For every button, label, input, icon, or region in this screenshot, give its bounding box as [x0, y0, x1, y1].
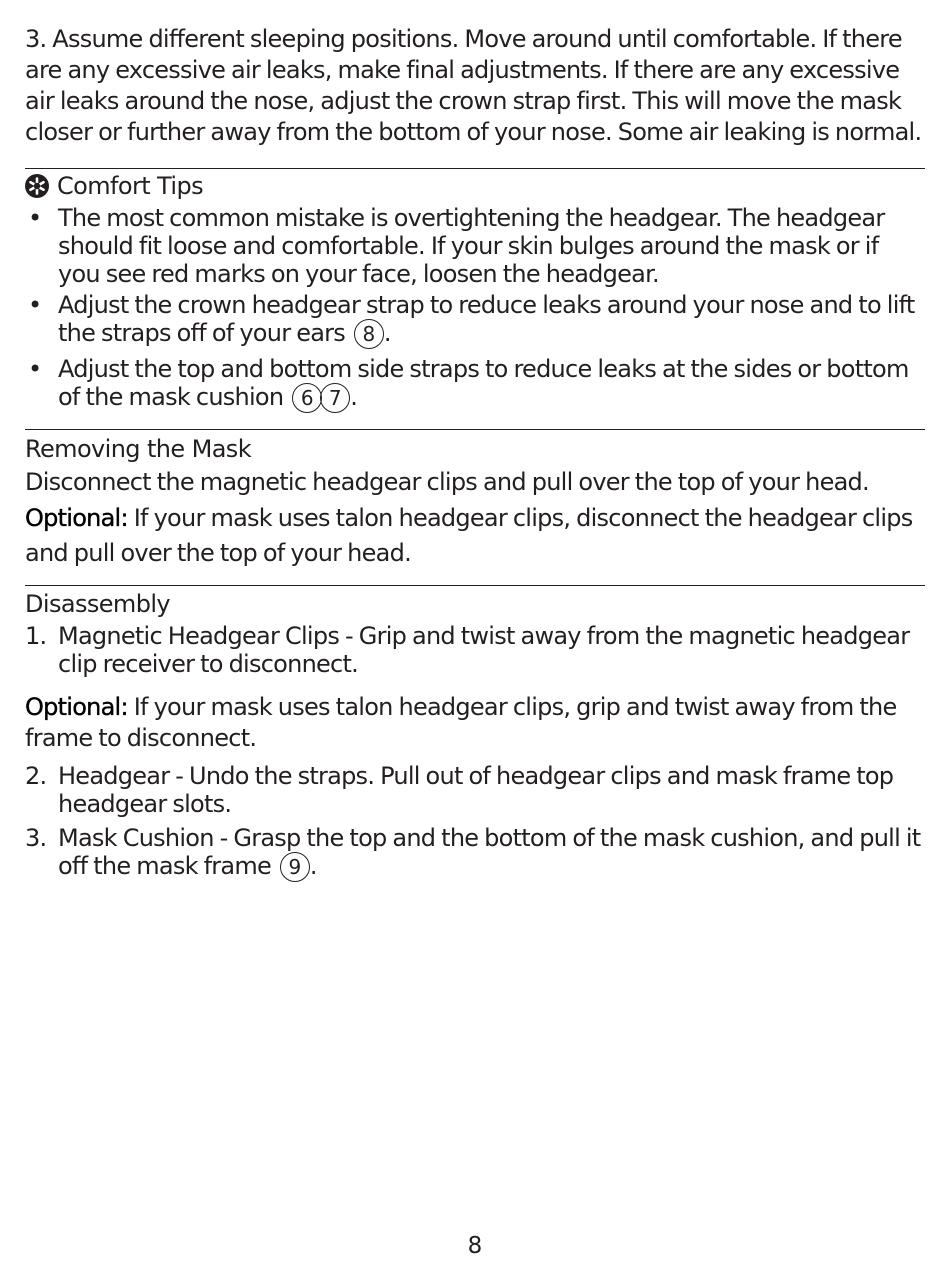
callout-number: 6 [292, 383, 322, 413]
optional-text: If your mask uses talon headgear clips, grip and twist away from the frame to disconnect. [25, 693, 897, 752]
removing-text: Disconnect the magnetic headgear clips and pull over the top of your head. [25, 468, 869, 496]
callout-number: 7 [320, 383, 350, 413]
list-item [25, 762, 925, 818]
removing-optional [25, 501, 925, 571]
step-number: 3. [25, 824, 47, 852]
period: . [383, 319, 391, 347]
optional-label: Optional: [25, 504, 128, 532]
tip-text: The most common mistake is overtightening the headgear. The headgear should fit loose and comfortable. If your skin bulges around the mask or if you see red marks on your face, loosen the headgear. [58, 204, 885, 288]
disassembly-heading: Disassembly [25, 590, 171, 618]
removing-heading: Removing the Mask [25, 435, 252, 463]
step-text: Magnetic Headgear Clips - Grip and twist away from the magnetic headgear clip receiver to disconnect. [58, 622, 910, 678]
disassembly-steps [25, 622, 925, 678]
bullet: • [28, 204, 42, 232]
tip-text: Adjust the crown headgear strap to reduce leaks around your nose and to lift the straps off of your ears [58, 291, 915, 347]
step-text: Mask Cushion - Grasp the top and the bottom of the mask cushion, and pull it off the mask frame [58, 824, 921, 880]
page-number: 8 [467, 1233, 483, 1259]
manual-page [25, 24, 925, 882]
list-item [25, 355, 925, 413]
section-divider [25, 168, 925, 169]
disassembly-optional [25, 692, 925, 754]
asterisk-icon [25, 174, 49, 198]
optional-label: Optional: [25, 693, 128, 721]
bullet: • [28, 291, 42, 319]
callout-number: 8 [354, 319, 384, 349]
comfort-tips-title: Comfort Tips [57, 172, 203, 200]
list-item [25, 291, 925, 349]
intro-step-text: 3. Assume different sleeping positions. Move around until comfortable. If there are any excessive air leaks, make final adjustments. If there are any excessive air leaks around the nose, adjust the crown strap first. This will move the mask closer or further away from the bottom of your nose. Some air leaking is normal. [25, 25, 922, 146]
step-number: 2. [25, 762, 47, 790]
bullet: • [28, 355, 42, 383]
optional-text: If your mask uses talon headgear clips, disconnect the headgear clips and pull over the top of your head. [25, 504, 913, 567]
period: . [350, 383, 358, 411]
tip-text: Adjust the top and bottom side straps to reduce leaks at the sides or bottom of the mask cushion [58, 355, 909, 411]
section-divider [25, 429, 925, 430]
callout-number: 9 [280, 852, 310, 882]
list-item [25, 622, 925, 678]
comfort-tips-heading [25, 171, 925, 201]
comfort-tips-list [25, 204, 925, 413]
step-number: 1. [25, 622, 47, 650]
list-item [25, 824, 925, 882]
period: . [309, 852, 317, 880]
step-text: Headgear - Undo the straps. Pull out of headgear clips and mask frame top headgear slots. [58, 762, 894, 818]
section-divider [25, 585, 925, 586]
disassembly-steps-continued [25, 762, 925, 882]
list-item [25, 204, 925, 288]
